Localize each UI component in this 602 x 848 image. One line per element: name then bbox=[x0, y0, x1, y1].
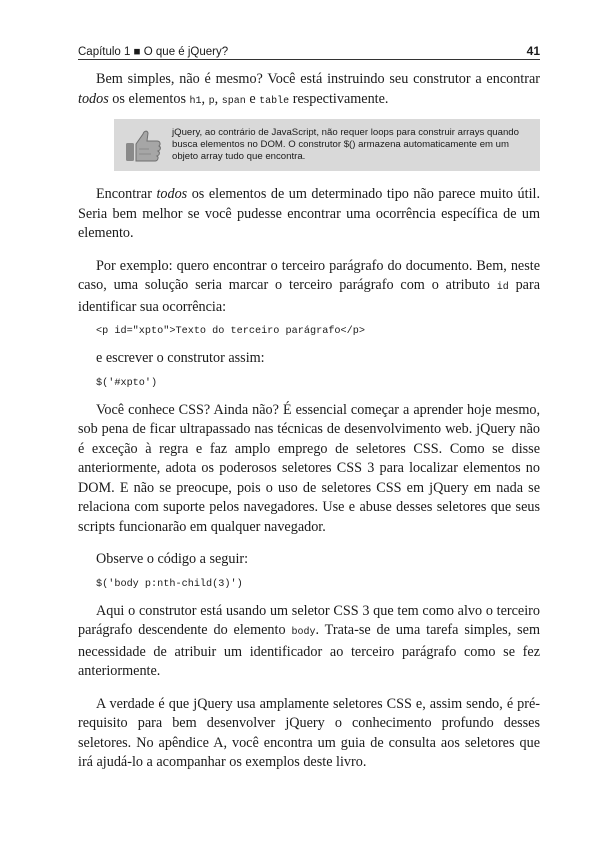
paragraph-7: Aqui o construtor está usando um seletor CSS 3 que tem como alvo o terceiro parágrafo descendente do elemento body. Trata-se de uma tarefa simples, sem necessidade de atribuir um identificador ao terceiro parágrafo como se fez anteriormente. bbox=[78, 602, 540, 679]
thumbs-up-icon bbox=[114, 125, 172, 165]
tip-text: jQuery, ao contrário de JavaScript, não requer loops para construir arrays quando busca elementos no DOM. O construtor $() armazena automaticamente em um objeto array tudo que encontra. bbox=[172, 127, 519, 162]
paragraph-6: Observe o código a seguir: bbox=[96, 551, 249, 567]
running-header bbox=[78, 38, 540, 58]
paragraph-3: Por exemplo: quero encontrar o terceiro parágrafo do documento. Bem, neste caso, uma solução seria marcar o terceiro parágrafo com o atributo id para identificar sua ocorrência: bbox=[78, 257, 540, 315]
page-body bbox=[78, 70, 540, 786]
code-sample-3: $('body p:nth-child(3)') bbox=[96, 578, 243, 590]
page-number: 41 bbox=[526, 44, 540, 58]
paragraph-8: A verdade é que jQuery usa amplamente seletores CSS e, assim sendo, é pré-requisito para bem desenvolver jQuery o conhecimento profundo desses seletores. No apêndice A, você encontra um guia de consulta aos seletores que irá ajudá-lo a acompanhar os exemplos deste livro. bbox=[78, 695, 540, 770]
paragraph-5: Você conhece CSS? Ainda não? É essencial começar a aprender hoje mesmo, sob pena de ficar ultrapassado nas técnicas de desenvolvimento web. jQuery não é exceção à regra e faz amplo emprego de seletores CSS. Como se disse anteriormente, adota os poderosos seletores CSS 3 para localizar elementos no DOM. E não se preocupe, pois o uso de seletores CSS em jQuery em nada se relaciona com suporte pelos navegadores. Use e abuse desses seletores que seus scripts funcionarão em qualquer navegador. bbox=[78, 401, 540, 535]
paragraph-1: Bem simples, não é mesmo? Você está instruindo seu construtor a encontrar todos os elementos h1, p, span e table respectivamente. bbox=[78, 71, 540, 107]
paragraph-2: Encontrar todos os elementos de um determinado tipo não parece muito útil. Seria bem melhor se você pudesse encontrar uma ocorrência específica de um elemento. bbox=[78, 186, 541, 241]
chapter-title: Capítulo 1 ■ O que é jQuery? bbox=[78, 46, 229, 58]
paragraph-4: e escrever o construtor assim: bbox=[96, 350, 265, 366]
code-sample-2: $('#xpto') bbox=[96, 377, 158, 389]
header-rule bbox=[78, 59, 540, 60]
code-sample-1: <p id="xpto">Texto do terceiro parágrafo</p> bbox=[96, 326, 365, 337]
tip-box bbox=[114, 119, 540, 171]
